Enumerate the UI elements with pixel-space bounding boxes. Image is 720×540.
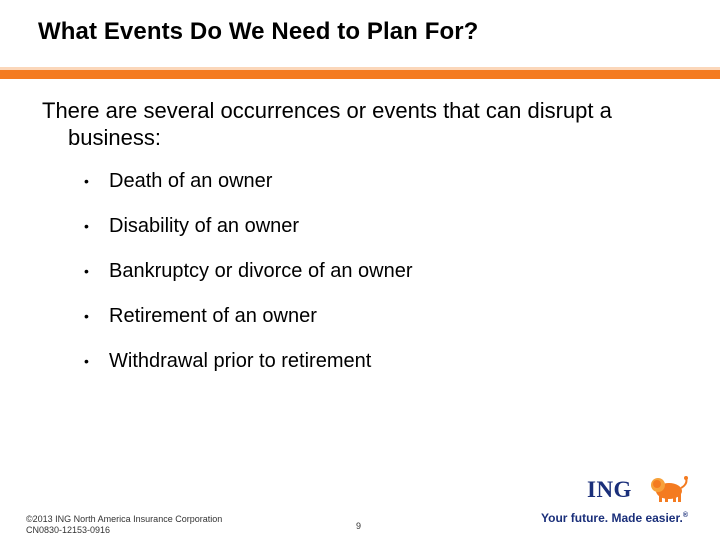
ing-logo (584, 474, 694, 504)
lion-icon (648, 474, 690, 504)
bullet-text: Withdrawal prior to retirement (109, 350, 372, 372)
footer-copyright (26, 514, 222, 536)
bullet-icon: • (84, 173, 89, 189)
tagline-text: Your future. Made easier. (541, 511, 683, 525)
intro-line-2: business: (68, 125, 161, 150)
list-item (84, 348, 604, 374)
bullet-text: Retirement of an owner (109, 305, 317, 327)
registered-mark: ® (682, 512, 688, 519)
document-code: CN0830-12153-0916 (26, 525, 111, 535)
list-item (84, 258, 604, 284)
bullet-icon: • (84, 263, 89, 279)
slide-title: What Events Do We Need to Plan For? (38, 18, 479, 45)
bullet-text: Bankruptcy or divorce of an owner (109, 260, 413, 282)
bullet-icon: • (84, 308, 89, 324)
bullet-text: Disability of an owner (109, 215, 300, 237)
copyright-text: ©2013 ING North America Insurance Corporation (26, 514, 223, 524)
bullet-icon: • (84, 218, 89, 234)
logo-wordmark: ING (587, 477, 632, 502)
list-item (84, 168, 604, 194)
bullet-icon: • (84, 353, 89, 369)
list-item (84, 213, 604, 239)
title-divider (0, 70, 720, 79)
intro-text (44, 97, 684, 151)
bullet-text: Death of an owner (109, 170, 273, 192)
list-item (84, 303, 604, 329)
brand-tagline (541, 511, 688, 525)
intro-line-1: There are several occurrences or events that can disrupt a (42, 98, 612, 123)
page-number: 9 (356, 521, 362, 531)
